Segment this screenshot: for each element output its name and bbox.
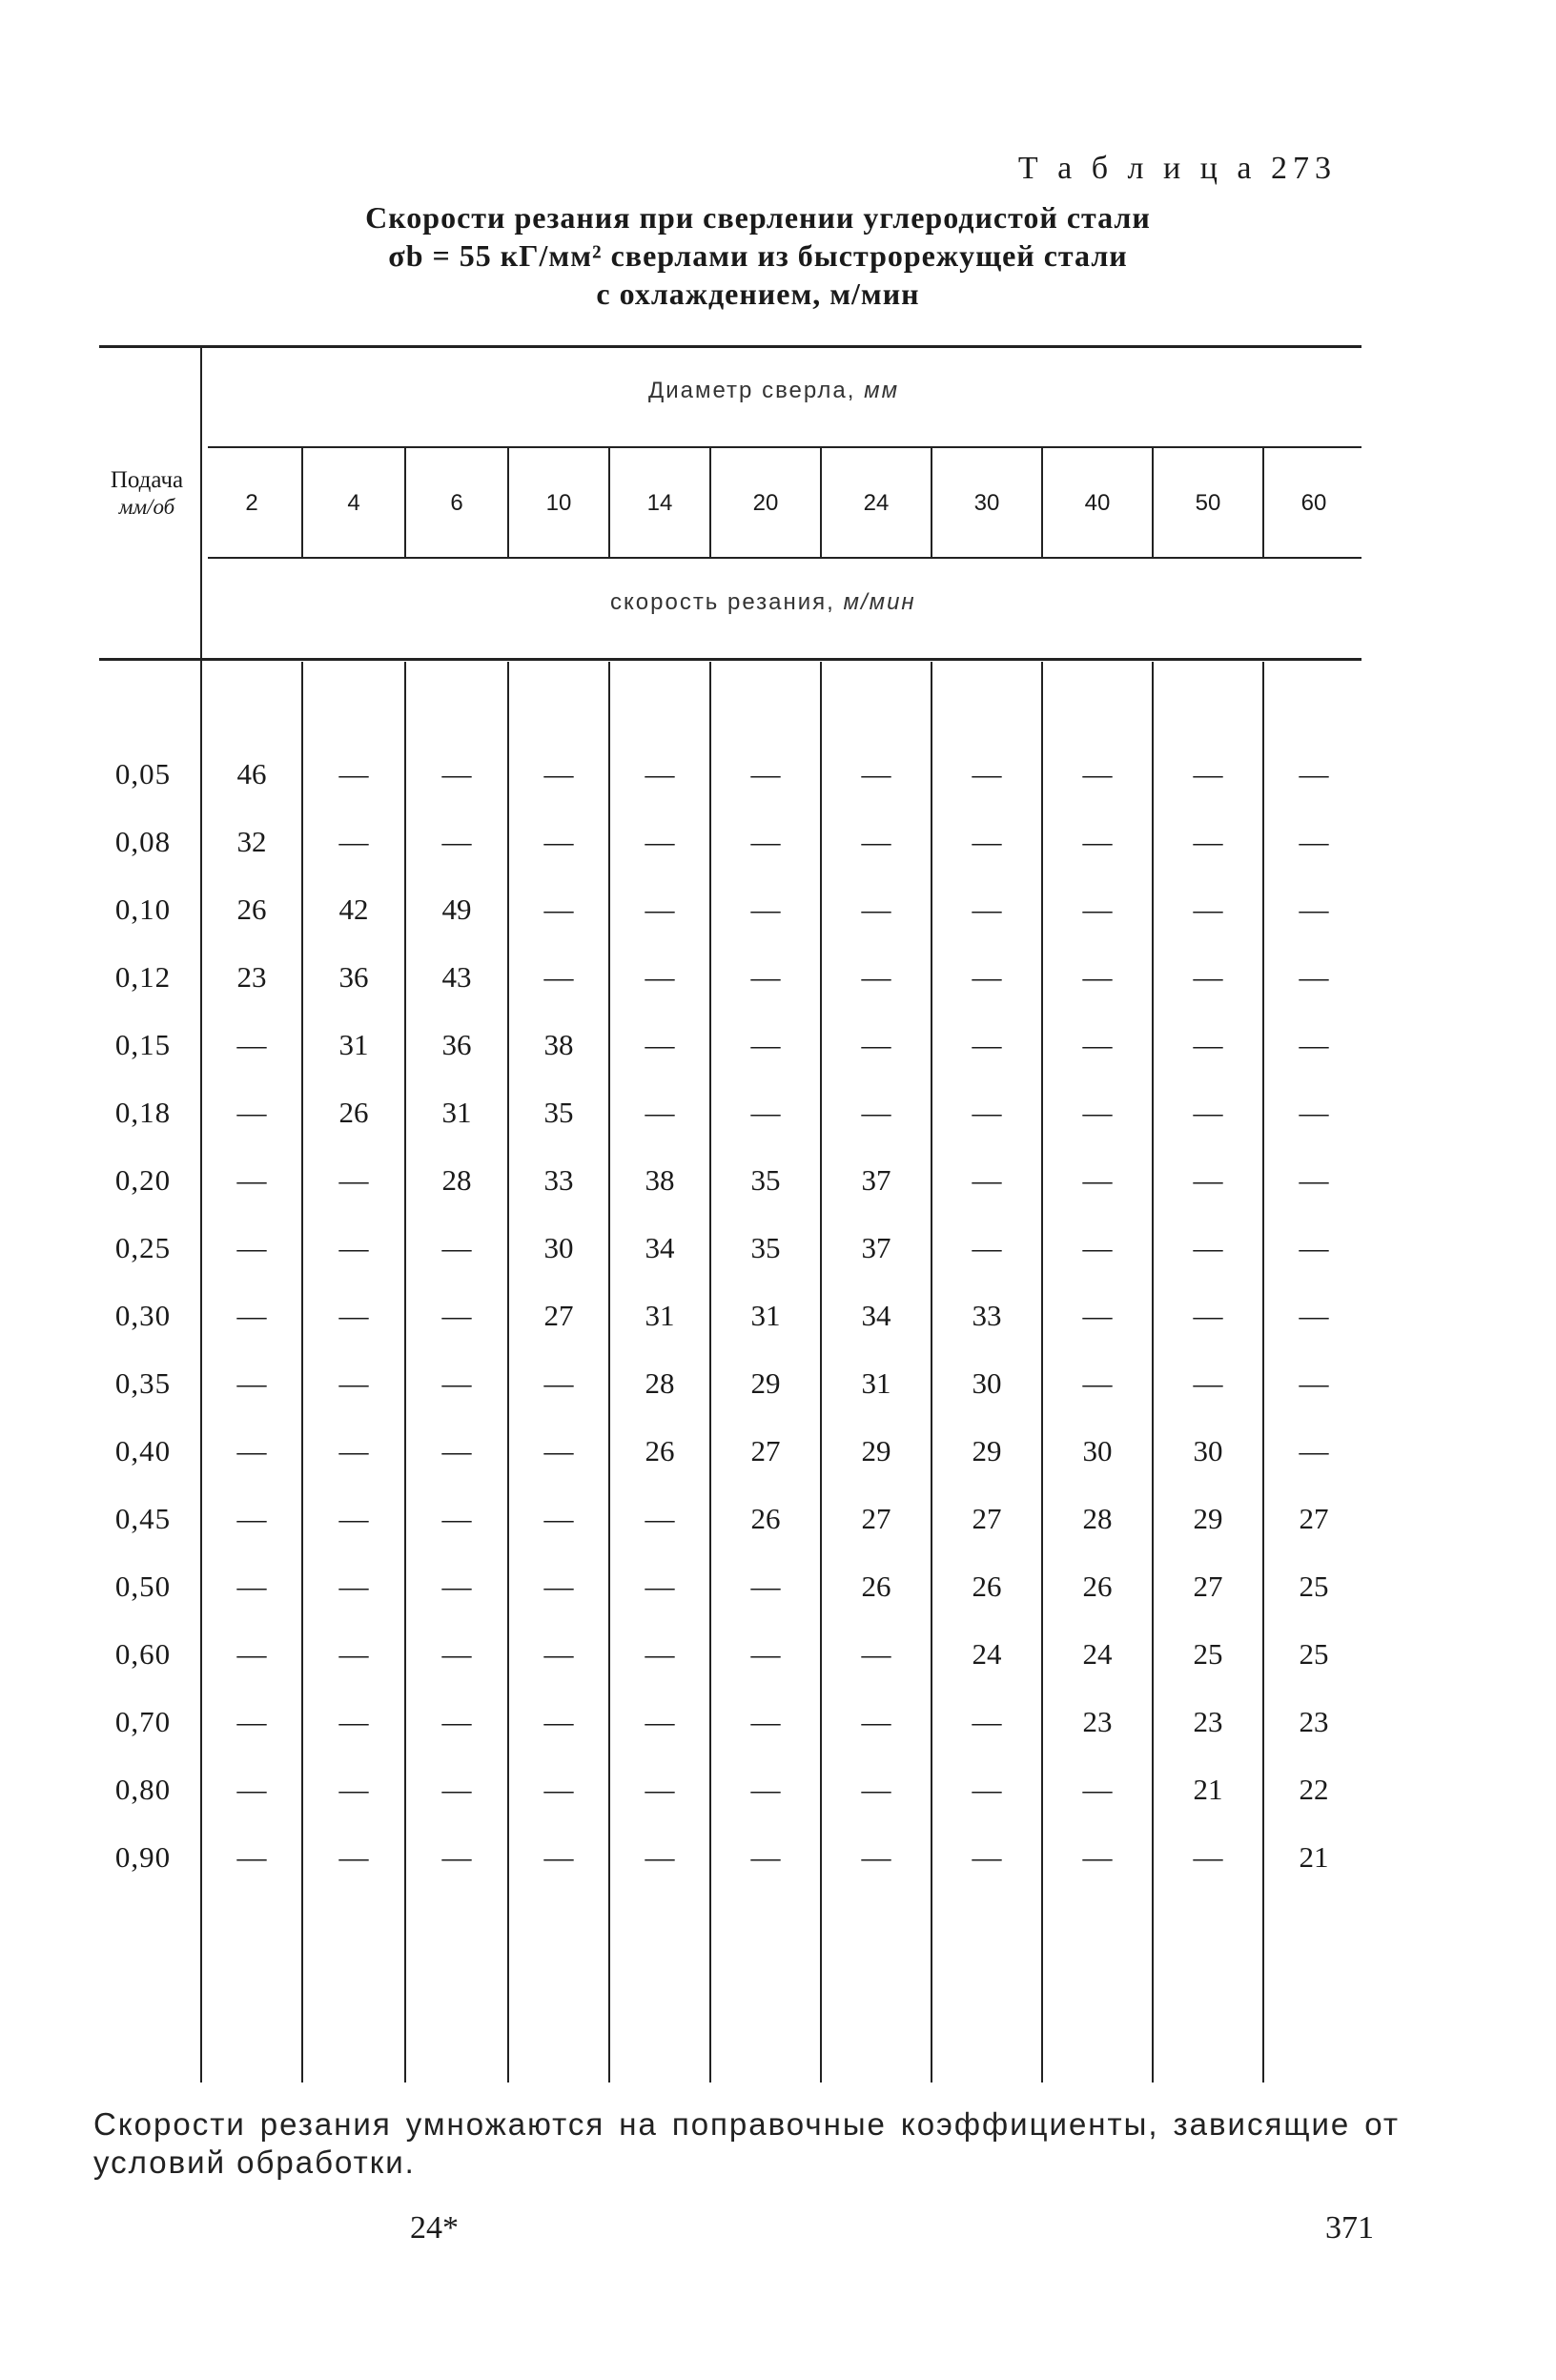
speed-cell: —	[338, 1231, 369, 1264]
speed-cell: —	[1299, 960, 1329, 994]
title-line-1: Скорости резания при сверлении углеродистой стали	[365, 200, 1151, 235]
speed-cell: —	[1299, 1096, 1329, 1129]
speed-cell: —	[236, 1637, 267, 1671]
speed-cell: —	[441, 1773, 472, 1806]
speed-cell: —	[1082, 960, 1113, 994]
speed-cell: —	[750, 1637, 781, 1671]
title-line-2: σb = 55 кГ/мм² сверлами из быстрорежущей стали	[388, 238, 1128, 273]
speed-cell: —	[236, 1570, 267, 1603]
speed-cell: —	[1299, 1163, 1329, 1197]
table-top-rule	[99, 345, 1362, 348]
speed-cell: —	[645, 1773, 675, 1806]
speed-cell: 26	[338, 1096, 369, 1129]
speed-cell: 30	[543, 1231, 574, 1264]
speed-cell: —	[236, 1502, 267, 1535]
speed-cell: —	[1082, 757, 1113, 790]
diameter-header: 50	[1195, 490, 1221, 516]
diameter-header: 20	[752, 490, 779, 516]
speed-cell: 30	[1193, 1434, 1223, 1467]
speed-cell: —	[236, 1705, 267, 1738]
speed-cell: 24	[972, 1637, 1002, 1671]
speed-cell: —	[750, 1840, 781, 1874]
speed-cell: —	[1299, 757, 1329, 790]
speed-cell: —	[1299, 1231, 1329, 1264]
speed-cell: —	[1082, 1366, 1113, 1400]
speed-cell: —	[1193, 960, 1223, 994]
speed-cell: —	[972, 960, 1002, 994]
diameter-top-rule	[208, 446, 1362, 448]
speed-cell: —	[543, 892, 574, 926]
speed-cell: —	[972, 757, 1002, 790]
speed-cell: 31	[441, 1096, 472, 1129]
speed-cell: —	[543, 1434, 574, 1467]
speed-cell: —	[861, 1028, 891, 1061]
speed-cell: 38	[645, 1163, 675, 1197]
speed-cell: 29	[861, 1434, 891, 1467]
diameter-caption-text: Диаметр сверла,	[648, 378, 856, 403]
speed-cell: 38	[543, 1028, 574, 1061]
speed-cell: 35	[750, 1231, 781, 1264]
speed-cell: —	[750, 1773, 781, 1806]
diameter-header: 24	[863, 490, 890, 516]
speed-cell: 26	[972, 1570, 1002, 1603]
speed-cell: —	[972, 1028, 1002, 1061]
diameter-header: 2	[245, 490, 258, 516]
speed-cell: —	[861, 892, 891, 926]
speed-cell: 35	[750, 1163, 781, 1197]
diameter-bottom-rule	[208, 557, 1362, 559]
speed-cell: —	[1193, 1366, 1223, 1400]
speed-cell: —	[1299, 1028, 1329, 1061]
speed-cell: 28	[441, 1163, 472, 1197]
speed-cell: —	[972, 1840, 1002, 1874]
speed-caption-text: скорость резания,	[610, 589, 835, 615]
feed-value: 0,35	[114, 1366, 172, 1400]
speed-cell: —	[861, 1840, 891, 1874]
feed-value: 0,60	[114, 1637, 172, 1671]
speed-cell: 37	[861, 1231, 891, 1264]
speed-cell: —	[972, 1096, 1002, 1129]
speed-cell: —	[236, 1773, 267, 1806]
speed-cell: —	[1193, 825, 1223, 858]
speed-cell: —	[338, 1299, 369, 1332]
speed-cell: —	[1082, 1840, 1113, 1874]
speed-cell: —	[645, 825, 675, 858]
speed-cell: —	[645, 1840, 675, 1874]
speed-cell: 49	[441, 892, 472, 926]
feed-value: 0,08	[114, 825, 172, 858]
speed-cell: —	[338, 1434, 369, 1467]
speed-cell: 25	[1299, 1637, 1329, 1671]
speed-cell: —	[1193, 757, 1223, 790]
speed-cell: 28	[1082, 1502, 1113, 1535]
feed-value: 0,12	[114, 960, 172, 994]
speed-cell: 30	[972, 1366, 1002, 1400]
feed-header	[93, 467, 200, 521]
speed-cell: —	[338, 1163, 369, 1197]
speed-cell: —	[861, 825, 891, 858]
speed-cell: —	[1193, 1231, 1223, 1264]
feed-header-unit: мм/об	[118, 495, 175, 519]
speed-cell: 23	[1299, 1705, 1329, 1738]
speed-cell: —	[750, 1028, 781, 1061]
speed-cell: 42	[338, 892, 369, 926]
feed-value: 0,10	[114, 892, 172, 926]
speed-cell: —	[441, 1366, 472, 1400]
speed-cell: —	[543, 1366, 574, 1400]
speed-cell: —	[1193, 1096, 1223, 1129]
header-bottom-rule	[99, 658, 1362, 661]
speed-cell: —	[441, 757, 472, 790]
feed-header-label: Подача	[110, 467, 184, 493]
speed-cell: 27	[1193, 1570, 1223, 1603]
speed-cell: —	[236, 1366, 267, 1400]
speed-cell: 34	[645, 1231, 675, 1264]
speed-cell: 36	[441, 1028, 472, 1061]
speed-cell: —	[441, 1299, 472, 1332]
speed-cell: —	[441, 1231, 472, 1264]
speed-cell: 32	[236, 825, 267, 858]
speed-cell: —	[1082, 1299, 1113, 1332]
feed-value: 0,30	[114, 1299, 172, 1332]
speed-cell: —	[236, 1028, 267, 1061]
speed-cell: 26	[750, 1502, 781, 1535]
speed-cell: —	[1082, 1096, 1113, 1129]
diameter-caption	[648, 378, 899, 404]
speed-cell: —	[543, 1705, 574, 1738]
speed-cell: 27	[750, 1434, 781, 1467]
title-line-3: с охлаждением, м/мин	[596, 277, 920, 311]
speed-cell: —	[972, 1231, 1002, 1264]
feed-value: 0,20	[114, 1163, 172, 1197]
speed-cell: 33	[543, 1163, 574, 1197]
speed-cell: —	[972, 825, 1002, 858]
speed-cell: 33	[972, 1299, 1002, 1332]
speed-cell: 25	[1299, 1570, 1329, 1603]
speed-cell: 23	[1082, 1705, 1113, 1738]
speed-cell: —	[972, 1773, 1002, 1806]
speed-cell: —	[861, 1637, 891, 1671]
speed-cell: —	[645, 1705, 675, 1738]
speed-cell: —	[1082, 1163, 1113, 1197]
speed-cell: —	[1193, 1299, 1223, 1332]
speed-cell: —	[338, 1840, 369, 1874]
speed-cell: —	[338, 1773, 369, 1806]
speed-cell: —	[338, 825, 369, 858]
speed-cell: —	[1299, 1299, 1329, 1332]
speed-cell: —	[1193, 1163, 1223, 1197]
speed-cell: —	[543, 960, 574, 994]
speed-cell: —	[645, 892, 675, 926]
speed-cell: —	[861, 757, 891, 790]
speed-cell: —	[1193, 1028, 1223, 1061]
speed-cell: —	[750, 757, 781, 790]
speed-cell: —	[543, 1840, 574, 1874]
speed-cell: 31	[645, 1299, 675, 1332]
speed-cell: —	[441, 825, 472, 858]
feed-value: 0,50	[114, 1570, 172, 1603]
speed-cell: —	[861, 1705, 891, 1738]
speed-cell: 43	[441, 960, 472, 994]
speed-cell: 36	[338, 960, 369, 994]
speed-cell: 23	[1193, 1705, 1223, 1738]
speed-cell: —	[861, 1773, 891, 1806]
speed-cell: —	[441, 1637, 472, 1671]
speed-cell: —	[1299, 892, 1329, 926]
feed-value: 0,70	[114, 1705, 172, 1738]
speed-cell: 24	[1082, 1637, 1113, 1671]
diameter-header: 14	[646, 490, 673, 516]
speed-cell: 22	[1299, 1773, 1329, 1806]
speed-cell: —	[236, 1840, 267, 1874]
diameter-caption-unit: мм	[864, 378, 900, 403]
speed-cell: —	[236, 1163, 267, 1197]
feed-value: 0,80	[114, 1773, 172, 1806]
speed-cell: —	[645, 1096, 675, 1129]
speed-cell: 34	[861, 1299, 891, 1332]
speed-cell: —	[543, 1773, 574, 1806]
speed-cell: 26	[645, 1434, 675, 1467]
speed-cell: —	[441, 1840, 472, 1874]
speed-cell: —	[861, 960, 891, 994]
speed-cell: 28	[645, 1366, 675, 1400]
speed-cell: —	[543, 825, 574, 858]
speed-cell: —	[750, 1570, 781, 1603]
speed-cell: 26	[236, 892, 267, 926]
speed-cell: —	[645, 1028, 675, 1061]
speed-cell: —	[236, 1231, 267, 1264]
speed-cell: —	[1299, 1366, 1329, 1400]
feed-value: 0,25	[114, 1231, 172, 1264]
speed-cell: —	[1299, 1434, 1329, 1467]
feed-value: 0,18	[114, 1096, 172, 1129]
speed-cell: 21	[1299, 1840, 1329, 1874]
speed-cell: 23	[236, 960, 267, 994]
speed-cell: —	[861, 1096, 891, 1129]
speed-cell: 27	[1299, 1502, 1329, 1535]
page-number: 371	[1325, 2210, 1374, 2246]
speed-cell: 26	[861, 1570, 891, 1603]
speed-cell: 26	[1082, 1570, 1113, 1603]
speed-cell: —	[338, 1502, 369, 1535]
feed-value: 0,40	[114, 1434, 172, 1467]
speed-cell: —	[338, 757, 369, 790]
speed-caption	[610, 589, 916, 616]
speed-cell: —	[236, 1096, 267, 1129]
speed-cell: —	[441, 1434, 472, 1467]
speed-cell: —	[750, 825, 781, 858]
diameter-header: 4	[347, 490, 360, 516]
speed-cell: —	[645, 757, 675, 790]
table-number: Т а б л и ц а 273	[1017, 151, 1337, 186]
speed-cell: —	[338, 1570, 369, 1603]
speed-cell: 29	[972, 1434, 1002, 1467]
footnote: Скорости резания умножаются на поправочные коэффициенты, зависящие от условий обработки.	[93, 2106, 1400, 2180]
diameter-header: 60	[1300, 490, 1327, 516]
speed-cell: 27	[972, 1502, 1002, 1535]
speed-cell: —	[441, 1570, 472, 1603]
feed-value: 0,15	[114, 1028, 172, 1061]
speed-cell: —	[1193, 1840, 1223, 1874]
speed-cell: —	[1082, 1231, 1113, 1264]
speed-cell: —	[750, 960, 781, 994]
speed-cell: —	[750, 1705, 781, 1738]
speed-cell: —	[236, 1299, 267, 1332]
speed-cell: —	[645, 1637, 675, 1671]
speed-cell: 37	[861, 1163, 891, 1197]
speed-cell: —	[543, 1502, 574, 1535]
speed-cell: 29	[1193, 1502, 1223, 1535]
table-title	[229, 198, 1287, 313]
feed-column-separator	[200, 347, 202, 2082]
speed-cell: —	[441, 1502, 472, 1535]
diameter-header: 40	[1084, 490, 1111, 516]
speed-cell: 27	[861, 1502, 891, 1535]
speed-cell: —	[645, 960, 675, 994]
speed-cell: 31	[750, 1299, 781, 1332]
speed-cell: —	[750, 1096, 781, 1129]
speed-cell: —	[645, 1570, 675, 1603]
speed-cell: 21	[1193, 1773, 1223, 1806]
speed-caption-unit: м/мин	[843, 589, 916, 615]
speed-cell: —	[750, 892, 781, 926]
speed-cell: 25	[1193, 1637, 1223, 1671]
feed-value: 0,45	[114, 1502, 172, 1535]
speed-cell: —	[441, 1705, 472, 1738]
speed-cell: —	[972, 1705, 1002, 1738]
speed-cell: —	[543, 1637, 574, 1671]
speed-cell: —	[645, 1502, 675, 1535]
speed-cell: —	[972, 1163, 1002, 1197]
speed-cell: 35	[543, 1096, 574, 1129]
speed-cell: —	[1082, 1773, 1113, 1806]
speed-cell: —	[543, 757, 574, 790]
speed-cell: —	[1193, 892, 1223, 926]
speed-cell: —	[236, 1434, 267, 1467]
diameter-header: 30	[973, 490, 1000, 516]
feed-value: 0,05	[114, 757, 172, 790]
speed-cell: —	[1082, 1028, 1113, 1061]
feed-value: 0,90	[114, 1840, 172, 1874]
diameter-header: 10	[545, 490, 572, 516]
speed-cell: —	[338, 1705, 369, 1738]
speed-cell: —	[338, 1637, 369, 1671]
speed-cell: —	[1082, 825, 1113, 858]
speed-cell: —	[338, 1366, 369, 1400]
speed-cell: 30	[1082, 1434, 1113, 1467]
speed-cell: 29	[750, 1366, 781, 1400]
speed-cell: 31	[861, 1366, 891, 1400]
speed-cell: —	[1299, 825, 1329, 858]
speed-cell: 27	[543, 1299, 574, 1332]
printer-signature: 24*	[410, 2210, 459, 2246]
speed-cell: —	[972, 892, 1002, 926]
speed-cell: 31	[338, 1028, 369, 1061]
speed-cell: —	[543, 1570, 574, 1603]
speed-cell: 46	[236, 757, 267, 790]
diameter-header: 6	[450, 490, 463, 516]
speed-cell: —	[1082, 892, 1113, 926]
